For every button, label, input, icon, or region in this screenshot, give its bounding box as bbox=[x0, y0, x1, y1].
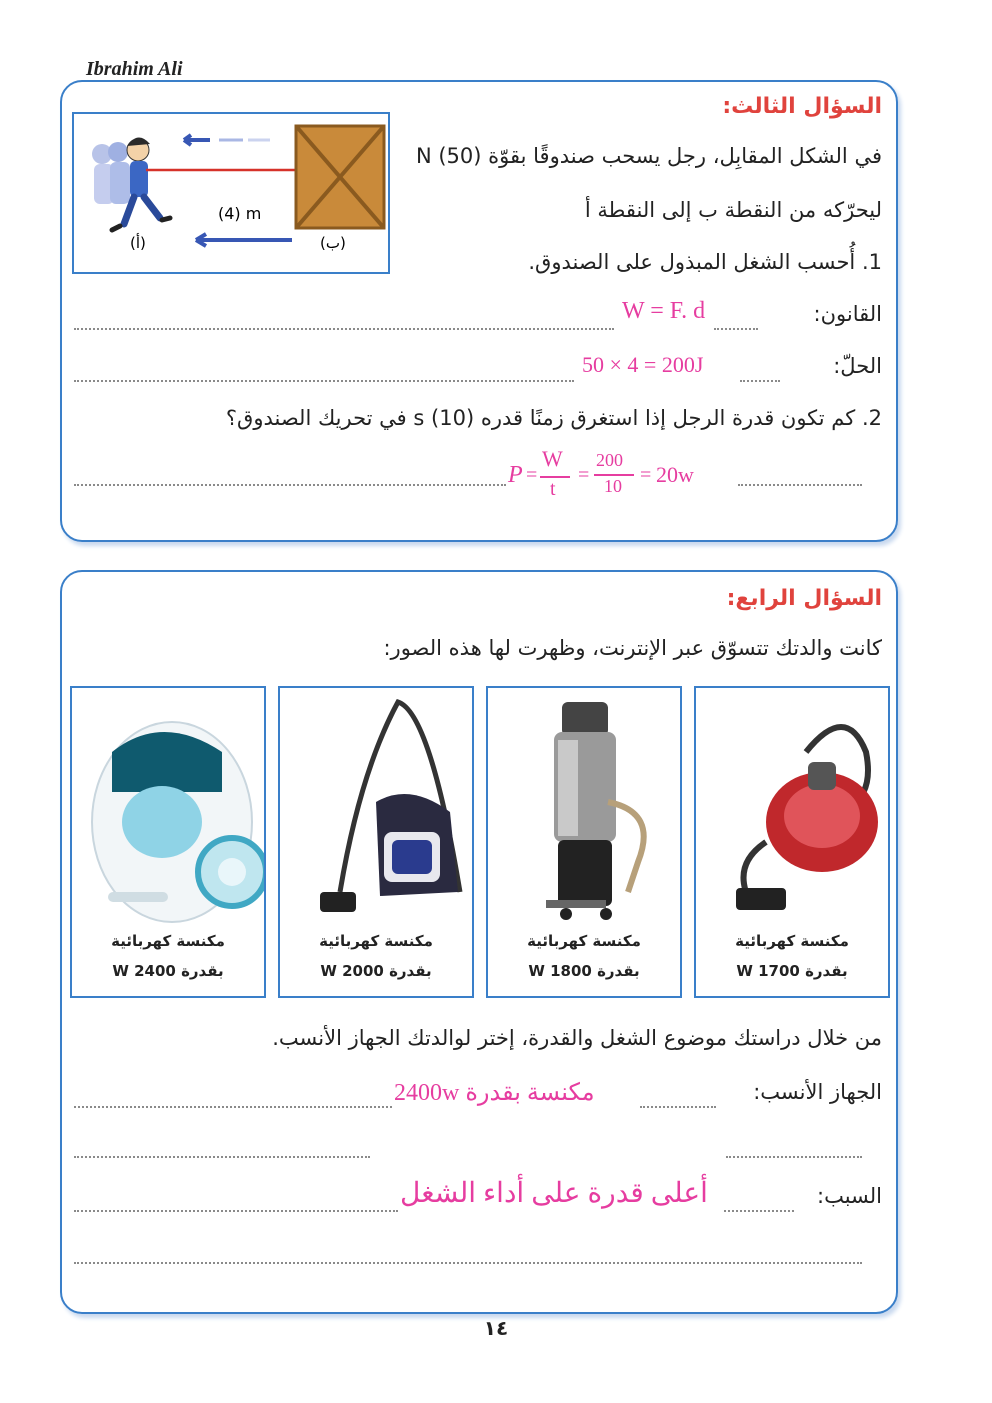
fraction-numerator: 200 bbox=[596, 450, 623, 470]
red-vacuum-image bbox=[696, 692, 888, 930]
point-b-label: (ب) bbox=[320, 234, 346, 252]
equals-sign-2: = bbox=[578, 464, 590, 486]
reason-answer: أعلى قدرة على أداء الشغل bbox=[400, 1178, 708, 1209]
vacuum-card-2400 bbox=[70, 686, 266, 998]
question-3-title: السؤال الثالث: bbox=[722, 94, 882, 119]
power-symbol: P bbox=[508, 462, 523, 488]
device-label: الجهاز الأنسب: bbox=[753, 1080, 882, 1104]
device-answer: مكنسة بقدرة 2400w bbox=[394, 1080, 595, 1106]
vacuum-card-1700 bbox=[694, 686, 890, 998]
card-name-2000: مكنسة كهربائية bbox=[319, 932, 433, 950]
solution-dotted-line bbox=[74, 380, 574, 382]
part-1-question: 1. أُحسب الشغل المبذول على الصندوق. bbox=[528, 250, 882, 274]
author-name: Ibrahim Ali bbox=[86, 58, 183, 80]
card-power-2000: بقدرة W 2000 bbox=[320, 962, 432, 980]
equals-sign-3: = bbox=[640, 464, 652, 486]
device-dotted-line bbox=[74, 1106, 392, 1108]
solution-dotted-line-short bbox=[740, 380, 780, 382]
question-3-panel bbox=[60, 80, 898, 542]
bagless-vacuum-image bbox=[72, 692, 264, 930]
power-dotted-line bbox=[74, 484, 506, 486]
law-answer: W = F. d bbox=[622, 298, 706, 324]
pulling-box-figure bbox=[72, 112, 390, 274]
card-name-1700: مكنسة كهربائية bbox=[735, 932, 849, 950]
part-2-question: 2. كم تكون قدرة الرجل إذا استغرق زمنًا قدره (10) s في تحريك الصندوق؟ bbox=[225, 406, 882, 430]
reason-dotted-line-2 bbox=[74, 1262, 862, 1264]
card-name-1800: مكنسة كهربائية bbox=[527, 932, 641, 950]
question-4-panel bbox=[60, 570, 898, 1314]
equals-sign-1: = bbox=[526, 464, 538, 486]
solution-label: الحلّ: bbox=[833, 354, 882, 378]
reason-dotted-line-short bbox=[724, 1210, 794, 1212]
law-dotted-line bbox=[74, 328, 614, 330]
question-4-intro: كانت والدتك تتسوّق عبر الإنترنت، وظهرت لها هذه الصور: bbox=[383, 636, 882, 660]
card-power-1800: بقدرة W 1800 bbox=[528, 962, 640, 980]
vacuum-card-2000 bbox=[278, 686, 474, 998]
reason-label: السبب: bbox=[817, 1184, 882, 1208]
solution-answer: 50 × 4 = 200J bbox=[582, 352, 704, 377]
industrial-vacuum-image bbox=[488, 692, 680, 930]
law-label: القانون: bbox=[813, 302, 882, 326]
vacuum-card-1800 bbox=[486, 686, 682, 998]
question-4-title: السؤال الرابع: bbox=[726, 586, 882, 611]
question-4-instruction: من خلال دراستك موضوع الشغل والقدرة، إختر لوالدتك الجهاز الأنسب. bbox=[272, 1026, 882, 1050]
distance-label: (4) m bbox=[218, 204, 262, 223]
card-name-2400: مكنسة كهربائية bbox=[111, 932, 225, 950]
question-3-intro-line2: ليحرّكه من النقطة ب إلى النقطة أ bbox=[584, 198, 882, 222]
power-dotted-line-right bbox=[738, 484, 862, 486]
page-number: ١٤ bbox=[483, 1316, 509, 1340]
device-dotted-line-short bbox=[640, 1106, 716, 1108]
device-dotted-line-2 bbox=[74, 1156, 370, 1158]
power-answer bbox=[508, 446, 728, 502]
point-a-label: (أ) bbox=[130, 234, 146, 252]
card-power-1700: بقدرة W 1700 bbox=[736, 962, 848, 980]
reason-dotted-line bbox=[74, 1210, 398, 1212]
fraction-time: t bbox=[550, 478, 556, 500]
power-result: 20w bbox=[656, 462, 694, 487]
canister-vacuum-image bbox=[280, 692, 472, 930]
man-pulling-box-illustration bbox=[74, 114, 388, 272]
device-dotted-line-2-right bbox=[726, 1156, 862, 1158]
law-dotted-line-short bbox=[714, 328, 758, 330]
fraction-work: W bbox=[542, 446, 563, 471]
fraction-denominator: 10 bbox=[604, 476, 622, 496]
question-3-intro-line1: في الشكل المقابِل، رجل يسحب صندوقًا بقوّة (50) N bbox=[415, 144, 882, 168]
card-power-2400: بقدرة W 2400 bbox=[112, 962, 224, 980]
